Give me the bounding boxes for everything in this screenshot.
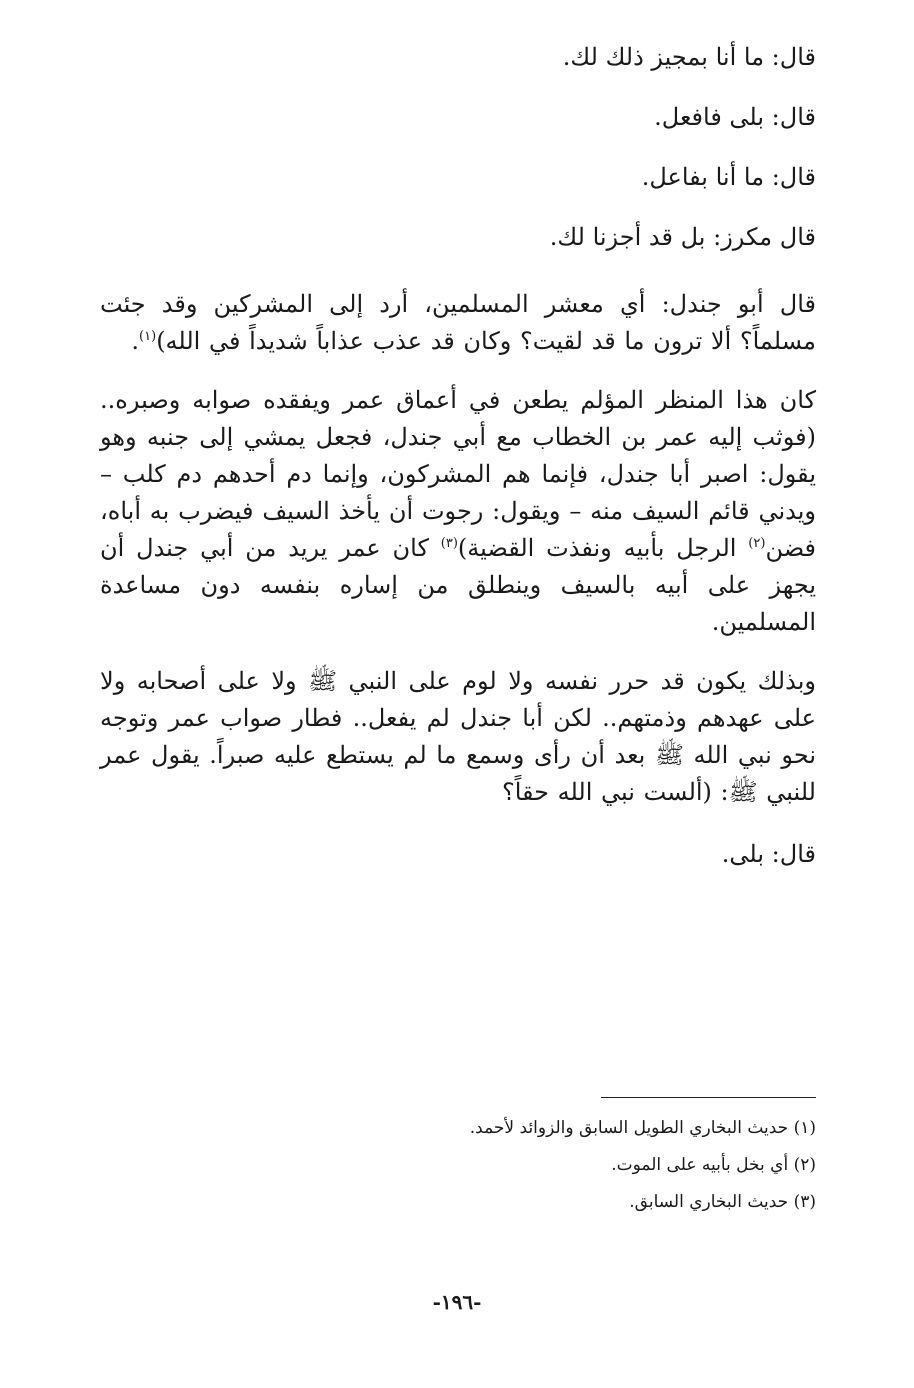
dialogue-line: قال مكرز: بل قد أجزنا لك. [549, 223, 816, 251]
paragraph-umar [100, 382, 816, 641]
dialogue-line: قال: ما أنا بفاعل. [641, 163, 816, 191]
footnote: (٢) أي بخل بأبيه على الموت. [611, 1155, 816, 1175]
dialogue-line: قال: بلى فافعل. [654, 103, 816, 131]
paragraph-text: كان هذا المنظر المؤلم يطعن في أعماق عمر ويفقده صوابه وصبره.. (فوثب إليه عمر بن الخطاب مع أبي جندل، فجعل يمشي إلى جنبه وهو يقول: اصبر أبا جندل، فإنما هم المشركون، وإنما دم أحدهم دم كلب – ويدني قائم السيف منه – ويقول: رجوت أن يأخذ السيف فيضرب به أباه، فضن [100, 386, 816, 562]
paragraph-conclusion: وبذلك يكون قد حرر نفسه ولا لوم على النبي ﷺ ولا على أصحابه ولا على عهدهم وذمتهم.. لكن أبا جندل لم يفعل.. فطار صواب عمر وتوجه نحو نبي الله ﷺ بعد أن رأى وسمع ما لم يستطع عليه صبراً. يقول عمر للنبي ﷺ: (ألست نبي الله حقاً؟ [100, 667, 817, 806]
paragraph-text: كان عمر يريد من أبي جندل أن يجهز على أبيه بالسيف وينطلق من إساره بنفسه دون مساعدة المسلمين. [100, 534, 817, 636]
footnote-ref: (٣) [440, 536, 458, 551]
paragraph-text: الرجل بأبيه ونفذت القضية) [457, 534, 749, 562]
footnote-ref: (٢) [748, 536, 766, 551]
footnote-ref: (١) [139, 329, 157, 344]
paragraph-text: قال أبو جندل: أي معشر المسلمين، أرد إلى المشركين وقد جئت مسلماً؟ ألا ترون ما قد لقيت؟ وكان قد عذب عذاباً شديداً في الله) [100, 290, 816, 355]
footnote: (٣) حديث البخاري السابق. [629, 1192, 816, 1212]
dialogue-line: قال: بلى. [721, 840, 816, 868]
footnote: (١) حديث البخاري الطويل السابق والزوائد لأحمد. [469, 1118, 816, 1138]
footnotes [216, 1110, 816, 1221]
page-body [100, 40, 816, 871]
paragraph-abu-jandal [100, 286, 816, 360]
footnote-divider [601, 1097, 816, 1098]
dialogue-line: قال: ما أنا بمجيز ذلك لك. [562, 43, 816, 71]
page-number: -١٩٦- [432, 1290, 482, 1314]
paragraph-end: . [131, 327, 140, 355]
